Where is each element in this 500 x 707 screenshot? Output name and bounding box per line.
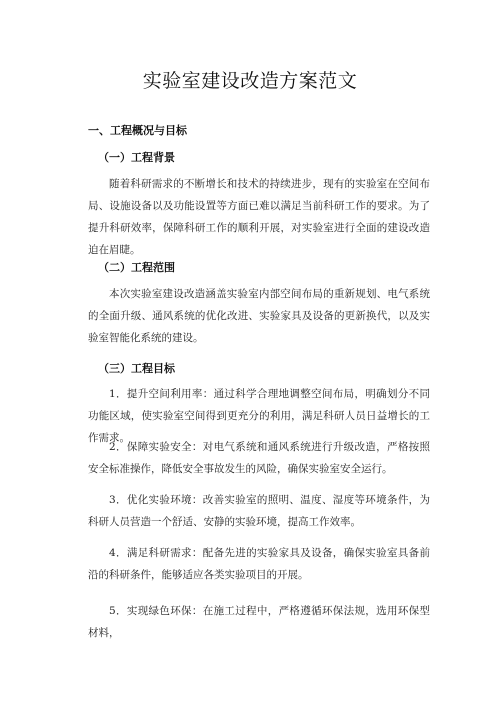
goal-item-4: 4．满足科研需求：配备先进的实验家具及设备，确保实验室具备前沿的科研条件，能够适应各类实验项目的开展。 bbox=[88, 547, 430, 581]
document-title: 实验室建设改造方案范文 bbox=[142, 70, 358, 92]
goal-item-2: 2．保障实验安全：对电气系统和通风系统进行升级改造，严格按照安全标准操作，降低安全事故发生的风险，确保实验室安全运行。 bbox=[88, 441, 430, 475]
subheading-background: （一）工程背景 bbox=[98, 151, 175, 164]
subheading-goals: （三）工程目标 bbox=[98, 362, 175, 375]
paragraph-background: 随着科研需求的不断增长和技术的持续进步，现有的实验室在空间布局、设施设备以及功能设置等方面已难以满足当前科研工作的要求。为了提升科研效率，保障科研工作的顺利开展，对实验室进行全面的建设改造迫在眉睫。 bbox=[88, 178, 430, 256]
goal-item-5: 5．实现绿色环保：在施工过程中，严格遵循环保法规，选用环保型材料， bbox=[88, 605, 430, 639]
goal-item-1: 1．提升空间利用率：通过科学合理地调整空间布局，明确划分不同功能区域，使实验室空间得到更充分的利用，满足科研人员日益增长的工作需求。 bbox=[88, 388, 430, 444]
paragraph-scope: 本次实验室建设改造涵盖实验室内部空间布局的重新规划、电气系统的全面升级、通风系统的优化改进、实验家具及设备的更新换代，以及实验室智能化系统的建设。 bbox=[88, 288, 430, 344]
section-heading-overview: 一、工程概况与目标 bbox=[88, 124, 187, 137]
subheading-scope: （二）工程范围 bbox=[98, 261, 175, 274]
goal-item-3: 3．优化实验环境：改善实验室的照明、温度、湿度等环境条件，为科研人员营造一个舒适、安静的实验环境，提高工作效率。 bbox=[88, 494, 430, 528]
